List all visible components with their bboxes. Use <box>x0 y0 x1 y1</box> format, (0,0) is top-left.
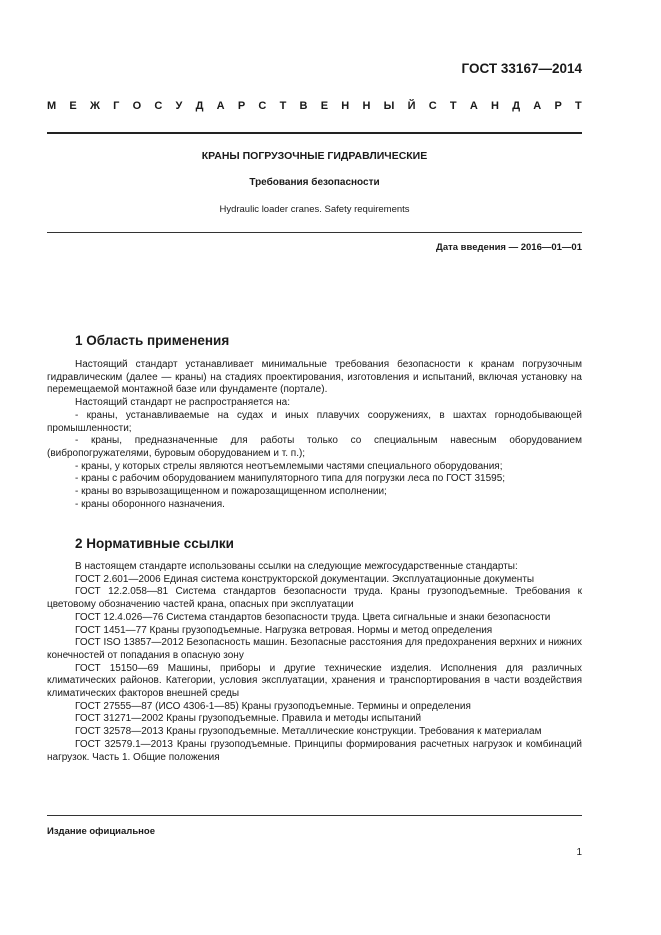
list-item: - краны, предназначенные для работы только со специальным навесным оборудованием (вибропогружателями, буровым оборудованием и т. п.); <box>47 435 582 459</box>
list-item: - краны во взрывозащищенном и пожарозащищенном исполнении; <box>75 486 387 498</box>
section-1-heading: 1 Область применения <box>75 333 230 348</box>
letter: А <box>216 100 225 112</box>
reference-item: ГОСТ 12.2.058—81 Система стандартов безопасности труда. Краны грузоподъемные. Требования к цветовому обозначению частей крана, опасных при эксплуатации <box>47 586 582 611</box>
official-edition-label: Издание официальное <box>47 826 155 837</box>
reference-item: ГОСТ 2.601—2006 Единая система конструкторской документации. Эксплуатационные документы <box>75 573 535 585</box>
letter: Ж <box>89 100 100 112</box>
gost-number: ГОСТ 33167—2014 <box>461 61 582 76</box>
interstate-standard-heading <box>47 100 582 112</box>
reference-item: ГОСТ 12.4.026—76 Система стандартов безопасности труда. Цвета сигнальные и знаки безопасности <box>75 611 551 623</box>
section-1-body <box>47 359 582 511</box>
letter: С <box>154 100 163 112</box>
letter: Н <box>362 100 371 112</box>
english-title: Hydraulic loader cranes. Safety requirements <box>219 204 410 215</box>
page-number: 1 <box>576 847 582 858</box>
letter: А <box>533 100 542 112</box>
letter: Г <box>113 100 120 112</box>
reference-item: ГОСТ 31271—2002 Краны грузоподъемные. Правила и методы испытаний <box>75 713 422 725</box>
introduction-date: Дата введения — 2016—01—01 <box>436 242 582 253</box>
letter: С <box>258 100 267 112</box>
reference-item: ГОСТ 32579.1—2013 Краны грузоподъемные. Принципы формирования расчетных нагрузок и комбинаций нагрузок. Часть 1. Общие положения <box>47 738 582 763</box>
letter: Ы <box>383 100 395 112</box>
document-subtitle: Требования безопасности <box>249 177 380 188</box>
letter: Д <box>195 100 204 112</box>
section-2-body <box>47 561 582 764</box>
reference-item: ГОСТ ISO 13857—2012 Безопасность машин. Безопасные расстояния для предохранения верхних и нижних конечностей от попадания в опасную зону <box>47 637 582 661</box>
paragraph: Настоящий стандарт устанавливает минимальные требования безопасности к кранам погрузочным гидравлическим (далее — краны) на стадиях проектирования, изготовления и испытаний, включая установку на перемещаемой монтажной базе или фундаменте (портале). <box>47 359 582 396</box>
letter: С <box>428 100 437 112</box>
letter: Т <box>449 100 457 112</box>
reference-item: ГОСТ 15150—69 Машины, приборы и другие технические изделия. Исполнения для различных климатических районов. Категории, условия эксплуатации, хранения и транспортирования в части воздействия климатических факторов внешней среды <box>47 662 582 700</box>
letter: Р <box>554 100 562 112</box>
letter: У <box>175 100 183 112</box>
letter: Р <box>237 100 246 112</box>
letter: Н <box>491 100 499 112</box>
letter: Т <box>575 100 582 112</box>
reference-item: ГОСТ 27555—87 (ИСО 4306-1—85) Краны грузоподъемные. Термины и определения <box>75 700 471 712</box>
letter: Й <box>407 100 416 112</box>
letter: Т <box>279 100 287 112</box>
document-title: КРАНЫ ПОГРУЗОЧНЫЕ ГИДРАВЛИЧЕСКИЕ <box>201 150 428 162</box>
list-item: - краны, устанавливаемые на судах и иных плавучих сооружениях, в шахтах горнодобывающей промышленности; <box>47 409 582 434</box>
header-divider <box>47 132 582 134</box>
letter: Е <box>69 100 77 112</box>
reference-item: ГОСТ 32578—2013 Краны грузоподъемные. Металлические конструкции. Требования к материалам <box>75 726 542 738</box>
letter: А <box>469 100 478 112</box>
paragraph: В настоящем стандарте использованы ссылки на следующие межгосударственные стандарты: <box>75 561 518 572</box>
list-item: - краны оборонного назначения. <box>75 498 225 510</box>
footer-divider <box>47 815 582 816</box>
reference-item: ГОСТ 1451—77 Краны грузоподъемные. Нагрузка ветровая. Нормы и метод определения <box>75 624 493 636</box>
title-divider <box>47 232 582 233</box>
list-item: - краны, у которых стрелы являются неотъемлемыми частями специального оборудования; <box>75 460 503 472</box>
letter: Е <box>320 100 329 112</box>
letter: М <box>47 100 57 112</box>
letter: В <box>299 100 308 112</box>
paragraph: Настоящий стандарт не распространяется на: <box>75 397 290 409</box>
letter: Д <box>512 100 521 112</box>
section-2-heading: 2 Нормативные ссылки <box>75 536 234 551</box>
list-item: - краны с рабочим оборудованием манипуляторного типа для погрузки леса по ГОСТ 31595; <box>75 473 506 485</box>
letter: Н <box>341 100 350 112</box>
letter: О <box>132 100 142 112</box>
